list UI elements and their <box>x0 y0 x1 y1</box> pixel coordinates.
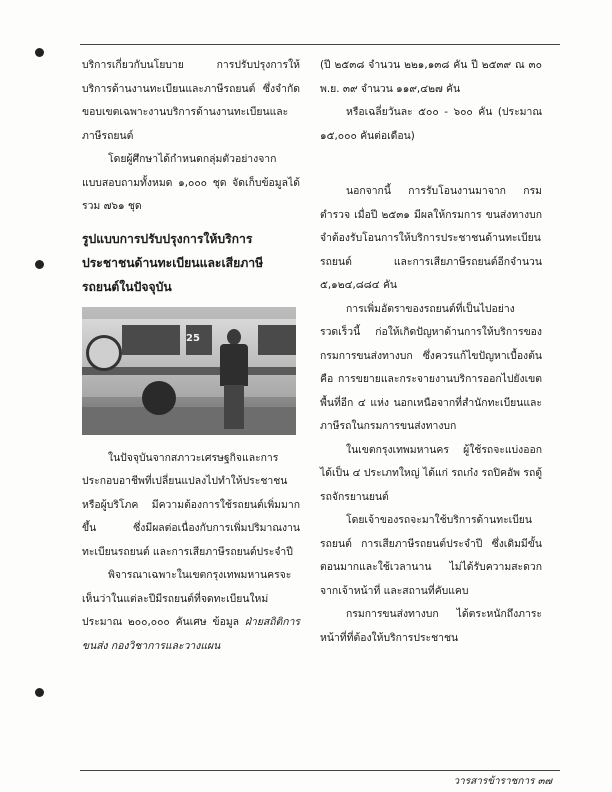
left-paragraph-4 <box>82 564 300 658</box>
left-paragraph-2: โดยผู้ศึกษาได้กำหนดกลุ่มตัวอย่างจากแบบสอบถามทั้งหมด ๑,๐๐๐ ชุด จัดเก็บข้อมูลได้รวม ๗๖๑ ชุด <box>82 153 300 212</box>
bus-wheel <box>142 381 176 415</box>
bus-window <box>258 325 296 355</box>
binder-hole-top <box>35 48 44 57</box>
bus-photo <box>82 307 296 435</box>
bus-logo <box>86 335 122 371</box>
left-paragraph-3: ในปัจจุบันจากสภาวะเศรษฐกิจและการประกอบอาชีพที่เปลี่ยนแปลงไปทำให้ประชาชนหรือผู้บริโภค มีความต้องการใช้รถยนต์เพิ่มมากขึ้น ซึ่งมีผลต่อเนื่องกับการเพิ่มปริมาณงานทะเบียนรถยนต์ และการเสียภาษีรถยนต์ประจำปี <box>82 451 300 558</box>
bus-window <box>122 325 180 355</box>
right-paragraph-3: นอกจากนี้ การรับโอนงานมาจาก กรมตำรวจ เมื่อปี ๒๕๓๑ มีผลให้กรมการ ขนส่งทางบกจำต้องรับโอนการให้บริการประชาชนด้านทะเบียนรถยนต์ และการเสียภาษีรถยนต์อีกจำนวน ๕,๑๒๔,๘๘๔ คัน <box>320 185 542 291</box>
top-rule <box>80 44 560 45</box>
ground <box>82 407 296 435</box>
bottom-rule <box>80 770 560 771</box>
binder-hole-middle <box>35 260 44 269</box>
right-column <box>320 54 542 650</box>
right-paragraph-4: การเพิ่มอัตราของรถยนต์ที่เป็นไปอย่างรวดเร็วนี้ ก่อให้เกิดปัญหาด้านการให้บริการของกรมการขนส่งทางบก ซึ่งควรแก้ไขปัญหาเบื้องต้นคือ การขยายและกระจายงานบริการออกไปยังเขตพื้นที่อีก ๔ แห่ง นอกเหนือจากที่สำนักทะเบียนและภาษีรถในกรมการขนส่งทางบก <box>320 302 542 432</box>
left-column <box>82 54 300 658</box>
section-heading: รูปแบบการปรับปรุงการให้บริการประชาชนด้านทะเบียนและเสียภาษีรถยนต์ในปัจจุบัน <box>82 231 264 294</box>
footer-journal-page: วารสารข้าราชการ ๓๗ <box>453 776 552 787</box>
right-paragraph-5: ในเขตกรุงเทพมหานคร ผู้ใช้รถจะแบ่งออกได้เป็น ๔ ประเภทใหญ่ ได้แก่ รถเก๋ง รถปิคอัพ รถตู้ รถจักรยานยนต์ <box>320 443 542 503</box>
left-paragraph-4-text: พิจารณาเฉพาะในเขตกรุงเทพมหานครจะเห็นว่าในแต่ละปีมีรถยนต์ที่จดทะเบียนใหม่ประมาณ ๒๐๐,๐๐๐ คันเศษ ข้อมูล <box>82 569 292 628</box>
binder-hole-bottom <box>35 688 44 697</box>
right-paragraph-6: โดยเจ้าของรถจะมาใช้บริการด้านทะเบียนรถยนต์ การเสียภาษีรถยนต์ประจำปี ซึ่งเดิมมีขั้นตอนมากและใช้เวลานาน ไม่ได้รับความสะดวกจากเจ้าหน้าที่ และสถานที่คับแคบ <box>320 514 542 597</box>
left-paragraph-1: บริการเกี่ยวกับนโยบาย การปรับปรุงการให้บริการด้านงานทะเบียนและภาษีรถยนต์ ซึ่งจำกัดขอบเขตเฉพาะงานบริการด้านงานทะเบียนและภาษีรถยนต์ <box>82 59 300 142</box>
right-paragraph-1: (ปี ๒๕๓๘ จำนวน ๒๒๑,๑๓๘ คัน ปี ๒๕๓๙ ณ ๓๐ พ.ย. ๓๙ จำนวน ๑๑๙,๔๒๗ คัน <box>320 59 542 95</box>
person-figure <box>218 329 250 429</box>
data-source: ฝ่ายสถิติการขนส่ง กองวิชาการและวางแผน <box>82 616 300 652</box>
bus-route-number: 25 <box>186 332 200 344</box>
right-paragraph-7: กรมการขนส่งทางบก ได้ตระหนักถึงภาระหน้าที่ที่ต้องให้บริการประชาชน <box>320 608 542 644</box>
right-paragraph-2: หรือเฉลี่ยวันละ ๕๐๐ - ๖๐๐ คัน (ประมาณ ๑๕,๐๐๐ คันต่อเดือน) <box>320 106 542 142</box>
